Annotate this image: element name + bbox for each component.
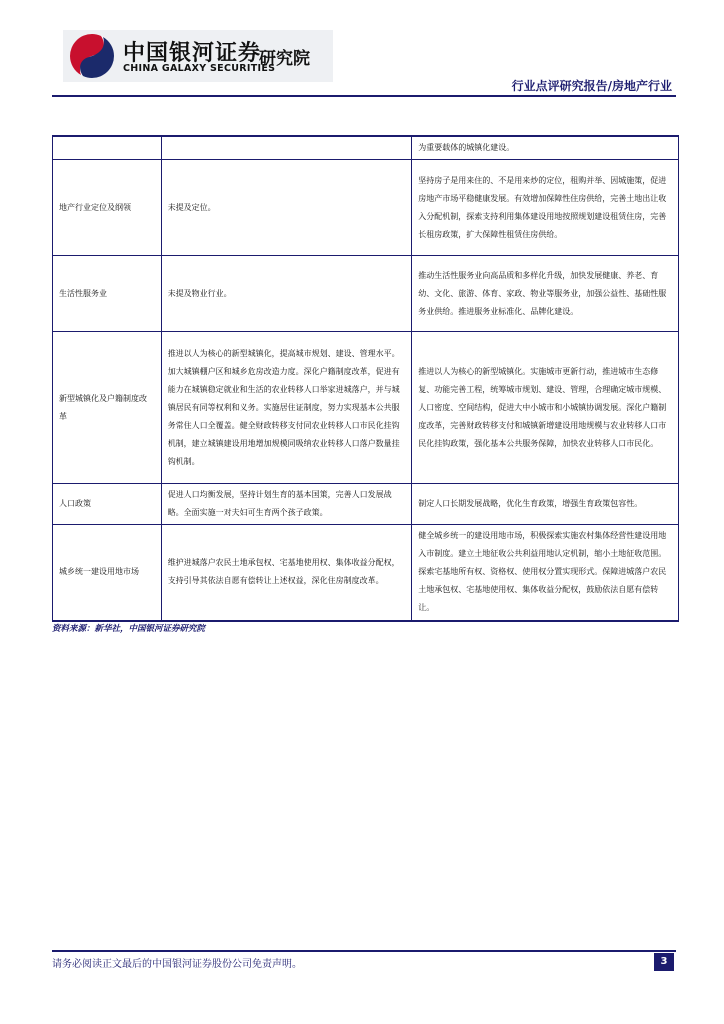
- source-note: 资料来源：新华社，中国银河证券研究院: [52, 624, 206, 634]
- logo-english-name: CHINA GALAXY SECURITIES: [123, 63, 276, 74]
- row-previous-plan: 维护进城落户农民土地承包权、宅基地使用权、集体收益分配权，支持引导其依法自愿有偿转让上述权益，深化住房制度改革。: [161, 525, 412, 621]
- report-type-title: 行业点评研究报告/房地产行业: [511, 79, 672, 93]
- row-topic: 生活性服务业: [53, 256, 162, 332]
- row-current-plan: 为重要载体的城镇化建设。: [412, 136, 679, 160]
- footer-disclaimer: 请务必阅读正文最后的中国银河证券股份公司免责声明。: [52, 959, 302, 970]
- row-topic: 新型城镇化及户籍制度改革: [53, 332, 162, 484]
- logo-chinese-name: 中国银河证券: [123, 41, 262, 66]
- row-topic: [53, 136, 162, 160]
- table-row: [53, 332, 679, 484]
- row-previous-plan: 推进以人为核心的新型城镇化，提高城市规划、建设、管理水平。加大城镇棚户区和城乡危房改造力度。深化户籍制度改革，促进有能力在城镇稳定就业和生活的农业转移人口举家进城落户，并与城镇居民有同等权利和义务。实施居住证制度，努力实现基本公共服务常住人口全覆盖。健全财政转移支付同农业转移人口市民化挂钩机制，建立城镇建设用地增加规模同吸纳农业转移人口落户数量挂钩机制。: [161, 332, 412, 484]
- footer-divider: [52, 950, 676, 952]
- company-logo: [63, 30, 333, 82]
- galaxy-logo-icon: [69, 33, 115, 79]
- row-current-plan: 制定人口长期发展战略，优化生育政策，增强生育政策包容性。: [412, 484, 679, 525]
- row-previous-plan: 未提及物业行业。: [161, 256, 412, 332]
- row-previous-plan: [161, 136, 412, 160]
- row-topic: 城乡统一建设用地市场: [53, 525, 162, 621]
- row-previous-plan: 未提及定位。: [161, 160, 412, 256]
- row-current-plan: 坚持房子是用来住的、不是用来炒的定位，租购并举、因城施策，促进房地产市场平稳健康发展。有效增加保障性住房供给，完善土地出让收入分配机制，探索支持利用集体建设用地按照规划建设租赁住房，完善长租房政策，扩大保障性租赁住房供给。: [412, 160, 679, 256]
- table-row: [53, 136, 679, 160]
- page-header: [0, 0, 724, 100]
- table-row: [53, 525, 679, 621]
- row-current-plan: 推动生活性服务业向高品质和多样化升级，加快发展健康、养老、育幼、文化、旅游、体育、家政、物业等服务业，加强公益性、基础性服务业供给。推进服务业标准化、品牌化建设。: [412, 256, 679, 332]
- page-number: 3: [654, 953, 674, 971]
- header-divider: [52, 95, 676, 97]
- row-topic: 人口政策: [53, 484, 162, 525]
- row-topic: 地产行业定位及纲领: [53, 160, 162, 256]
- logo-institute: 研究院: [259, 49, 310, 69]
- row-previous-plan: 促进人口均衡发展，坚持计划生育的基本国策，完善人口发展战略。全面实施一对夫妇可生育两个孩子政策。: [161, 484, 412, 525]
- policy-comparison-table: [52, 135, 679, 622]
- table-row: [53, 484, 679, 525]
- table-row: [53, 160, 679, 256]
- table-row: [53, 256, 679, 332]
- row-current-plan: 健全城乡统一的建设用地市场，积极探索实施农村集体经营性建设用地入市制度。建立土地征收公共利益用地认定机制，缩小土地征收范围。探索宅基地所有权、资格权、使用权分置实现形式。保障进城落户农民土地承包权、宅基地使用权、集体收益分配权，鼓励依法自愿有偿转让。: [412, 525, 679, 621]
- row-current-plan: 推进以人为核心的新型城镇化。实施城市更新行动，推进城市生态修复、功能完善工程，统筹城市规划、建设、管理，合理确定城市规模、人口密度、空间结构，促进大中小城市和小城镇协调发展。深化户籍制度改革，完善财政转移支付和城镇新增建设用地规模与农业转移人口市民化挂钩政策，强化基本公共服务保障，加快农业转移人口市民化。: [412, 332, 679, 484]
